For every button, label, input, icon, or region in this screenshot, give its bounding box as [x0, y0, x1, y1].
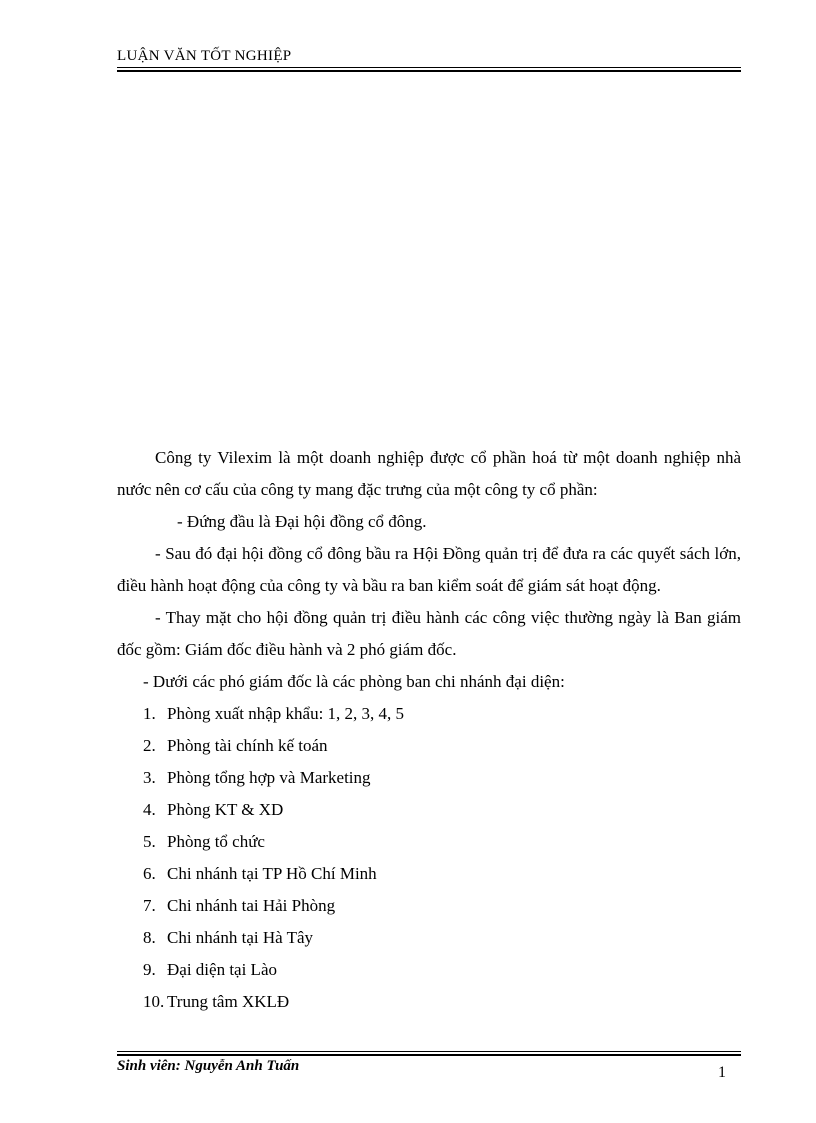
list-item-number: 4.: [143, 800, 156, 819]
list-item-label: Phòng KT & XD: [167, 800, 284, 819]
list-item-label: Phòng tổ chức: [167, 832, 265, 851]
list-item: [117, 794, 741, 826]
list-item: [117, 890, 741, 922]
list-item-label: Phòng tài chính kế toán: [167, 736, 328, 755]
header-rule-top: [117, 67, 741, 68]
list-item-number: 3.: [143, 768, 156, 787]
footer-author: Sinh viên: Nguyễn Anh Tuấn: [117, 1058, 300, 1074]
list-item: [117, 954, 741, 986]
list-item-number: 5.: [143, 832, 156, 851]
list-item-number: 2.: [143, 736, 156, 755]
list-item: [117, 762, 741, 794]
list-item: [117, 698, 741, 730]
document-body: [117, 442, 741, 1018]
list-item-label: Chi nhánh tai Hải Phòng: [167, 896, 336, 915]
footer-rule-bottom: [117, 1054, 741, 1056]
list-item-label: Chi nhánh tại Hà Tây: [167, 928, 314, 947]
department-list: [117, 698, 741, 1018]
list-item-label: Phòng tổng hợp và Marketing: [167, 768, 371, 787]
paragraph-board: - Sau đó đại hội đồng cổ đông bầu ra Hội Đồng quản trị để đưa ra các quyết sách lớn, điều hành hoạt động của công ty và bầu ra ban kiểm soát để giám sát hoạt động.: [117, 544, 741, 595]
list-item-number: 9.: [143, 960, 156, 979]
paragraph-departments-intro: - Dưới các phó giám đốc là các phòng ban chi nhánh đại diện:: [143, 672, 565, 691]
list-item: [117, 858, 741, 890]
paragraph-general-meeting: - Đứng đầu là Đại hội đồng cổ đông.: [177, 512, 427, 531]
paragraph-directors: - Thay mặt cho hội đồng quản trị điều hành các công việc thường ngày là Ban giám đốc gồm: Giám đốc điều hành và 2 phó giám đốc.: [117, 608, 741, 659]
list-item: [117, 986, 741, 1018]
list-item-number: 6.: [143, 864, 156, 883]
list-item: [117, 826, 741, 858]
footer-rule-top: [117, 1051, 741, 1052]
list-item-label: Chi nhánh tại TP Hồ Chí Minh: [167, 864, 377, 883]
paragraph-intro: Công ty Vilexim là một doanh nghiệp được cổ phần hoá từ một doanh nghiệp nhà nước nên cơ cấu của công ty mang đặc trưng của một công ty cổ phần:: [117, 448, 741, 499]
list-item: [117, 730, 741, 762]
page-header-title: LUẬN VĂN TỐT NGHIỆP: [117, 48, 292, 64]
list-item-label: Đại diện tại Lào: [167, 960, 277, 979]
list-item-number: 7.: [143, 896, 156, 915]
page-number: 1: [718, 1064, 726, 1081]
list-item-label: Trung tâm XKLĐ: [167, 992, 290, 1011]
list-item-number: 1.: [143, 704, 156, 723]
list-item-number: 10.: [143, 992, 165, 1011]
header-rule-bottom: [117, 70, 741, 72]
list-item-label: Phòng xuất nhập khẩu: 1, 2, 3, 4, 5: [167, 704, 405, 723]
list-item: [117, 922, 741, 954]
list-item-number: 8.: [143, 928, 156, 947]
